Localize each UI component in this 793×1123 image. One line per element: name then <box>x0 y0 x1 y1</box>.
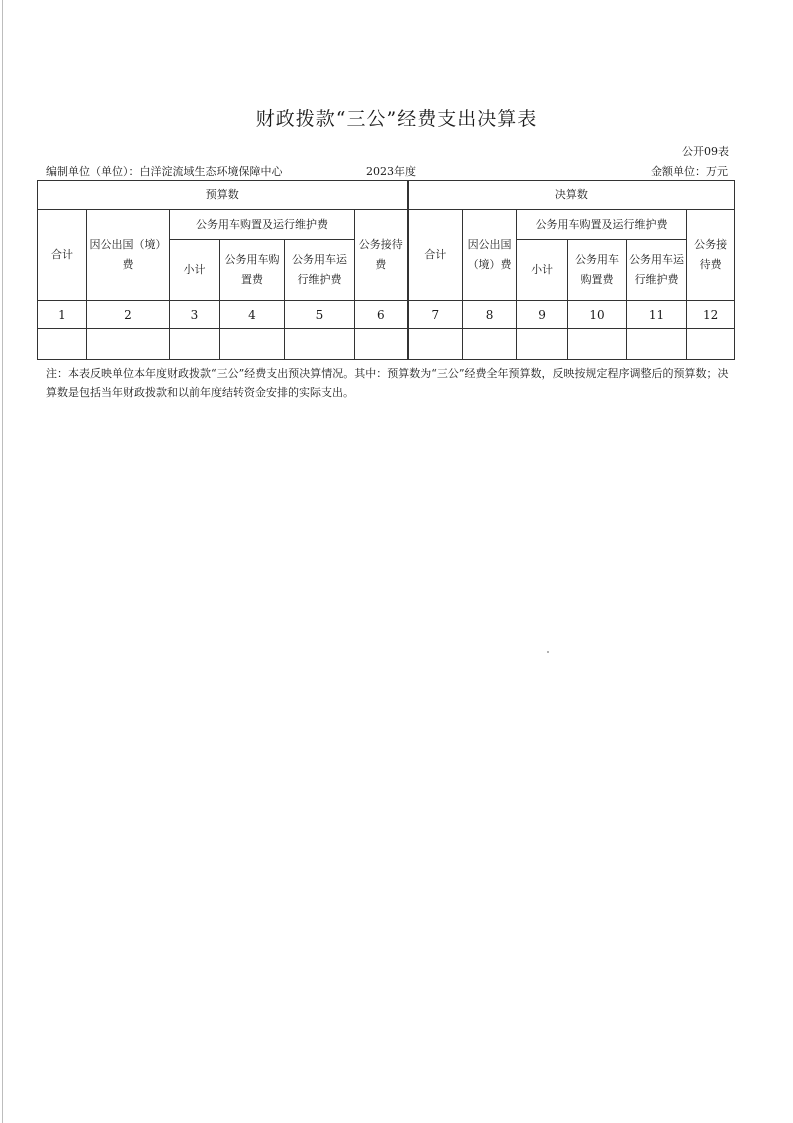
budget-vehicle-operation-header: 公务用车运行维护费 <box>285 240 355 301</box>
form-number: 公开09表 <box>682 145 729 158</box>
header-info-line <box>46 163 728 177</box>
column-number: 12 <box>687 301 735 329</box>
data-cell <box>38 329 87 360</box>
year-label: 2023年度 <box>366 165 416 178</box>
data-cell <box>627 329 687 360</box>
column-number: 1 <box>38 301 87 329</box>
column-number: 10 <box>568 301 627 329</box>
data-cell <box>355 329 408 360</box>
budget-reception-header: 公务接待费 <box>355 210 408 301</box>
amount-unit-label: 金额单位：万元 <box>651 165 728 178</box>
column-number: 8 <box>463 301 517 329</box>
final-vehicle-group-header: 公务用车购置及运行维护费 <box>517 210 687 240</box>
table-footnote <box>46 364 732 402</box>
final-vehicle-purchase-header: 公务用车购置费 <box>568 240 627 301</box>
data-cell <box>285 329 355 360</box>
column-number: 5 <box>285 301 355 329</box>
column-number: 3 <box>170 301 220 329</box>
column-number: 9 <box>517 301 568 329</box>
data-cell <box>170 329 220 360</box>
final-subtotal-header: 小计 <box>517 240 568 301</box>
final-total-header: 合计 <box>408 210 463 301</box>
page-title: 财政拨款“三公”经费支出决算表 <box>255 108 538 130</box>
column-number: 2 <box>87 301 170 329</box>
data-cell <box>568 329 627 360</box>
column-number: 11 <box>627 301 687 329</box>
final-reception-header: 公务接待费 <box>687 210 735 301</box>
final-header: 决算数 <box>408 181 735 210</box>
budget-vehicle-purchase-header: 公务用车购置费 <box>220 240 285 301</box>
column-number: 6 <box>355 301 408 329</box>
column-number: 4 <box>220 301 285 329</box>
footnote-text: 注：本表反映单位本年度财政拨款“三公”经费支出预决算情况。其中：预算数为“三公”经费全年预算数，反映按规定程序调整后的预算数；决算数是包括当年财政拨款和以前年度结转资金安排的实际支出。 <box>46 367 729 399</box>
org-label: 编制单位（单位）：白洋淀流域生态环境保障中心 <box>46 165 283 178</box>
data-cell <box>687 329 735 360</box>
three-public-expenses-table <box>37 180 735 360</box>
column-number: 7 <box>408 301 463 329</box>
budget-abroad-header: 因公出国（境）费 <box>87 210 170 301</box>
data-cell <box>517 329 568 360</box>
budget-total-header: 合计 <box>38 210 87 301</box>
data-cell <box>408 329 463 360</box>
scan-speck <box>547 651 549 653</box>
page-edge-line <box>2 0 3 1123</box>
budget-vehicle-group-header: 公务用车购置及运行维护费 <box>170 210 355 240</box>
final-vehicle-operation-header: 公务用车运行维护费 <box>627 240 687 301</box>
budget-subtotal-header: 小计 <box>170 240 220 301</box>
data-cell <box>220 329 285 360</box>
data-cell <box>463 329 517 360</box>
final-abroad-header: 因公出国（境）费 <box>463 210 517 301</box>
budget-header: 预算数 <box>38 181 408 210</box>
data-cell <box>87 329 170 360</box>
